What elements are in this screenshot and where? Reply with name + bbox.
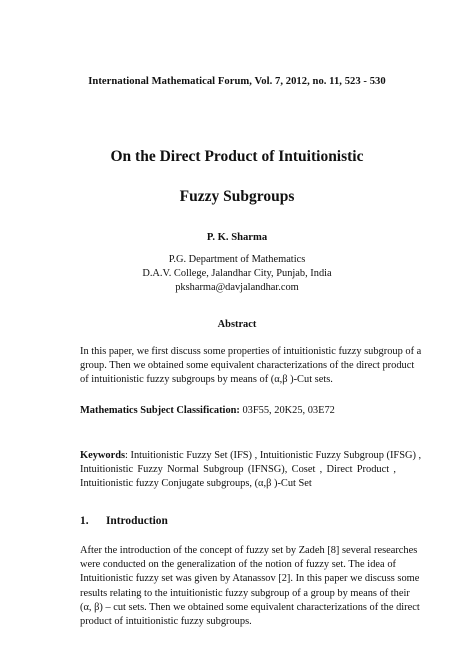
affiliation-college: D.A.V. College, Jalandhar City, Punjab, India — [142, 268, 332, 279]
abstract-line: of intuitionistic fuzzy subgroups by means of (α,β )-Cut sets. — [80, 374, 333, 386]
paper-title-line-2: Fuzzy Subgroups — [179, 188, 295, 205]
keywords-line: : Intuitionistic Fuzzy Set (IFS) , Intuitionistic Fuzzy Subgroup (IFSG) , — [125, 450, 422, 461]
section-number: 1. — [80, 515, 89, 527]
journal-citation: International Mathematical Forum, Vol. 7, 2012, no. 11, 523 - 530 — [88, 76, 386, 87]
introduction-line: were conducted on the generalization of the notion of fuzzy set. The idea of — [80, 559, 396, 571]
keywords-label: Keywords — [80, 450, 126, 461]
abstract-line: group. Then we obtained some equivalent characterizations of the direct product — [80, 360, 415, 372]
keywords-line: Intuitionistic fuzzy Conjugate subgroups, (α,β )-Cut Set — [80, 478, 312, 490]
keywords-block — [80, 449, 422, 492]
msc-label: Mathematics Subject Classification: — [80, 405, 240, 416]
section-title: Introduction — [106, 515, 168, 527]
abstract-line: In this paper, we first discuss some properties of intuitionistic fuzzy subgroup of a — [80, 346, 422, 357]
affiliation-department: P.G. Department of Mathematics — [168, 254, 306, 265]
msc-classification — [80, 404, 396, 418]
abstract-body — [80, 345, 422, 388]
introduction-line: product of intuitionistic fuzzy subgroups. — [80, 616, 252, 628]
keywords-line: Intuitionistic Fuzzy Normal Subgroup (IFNSG), Coset , Direct Product , — [80, 464, 396, 476]
paper-title-line-1: On the Direct Product of Intuitionistic — [110, 148, 364, 165]
introduction-line: (α, β) – cut sets. Then we obtained some equivalent characterizations of the direct — [80, 601, 420, 613]
section-heading-introduction — [80, 515, 168, 527]
introduction-line: Intuitionistic fuzzy set was given by Atanassov [2]. In this paper we discuss some — [80, 573, 420, 585]
author-name: P. K. Sharma — [206, 232, 268, 243]
abstract-heading: Abstract — [217, 319, 257, 330]
msc-codes: 03F55, 20K25, 03E72 — [239, 405, 335, 416]
author-email: pksharma@davjalandhar.com — [175, 282, 299, 293]
introduction-line: After the introduction of the concept of fuzzy set by Zadeh [8] several researches — [80, 545, 418, 556]
introduction-body — [80, 544, 420, 629]
introduction-line: results relating to the intuitionistic fuzzy subgroup of a group by means of their — [80, 587, 410, 599]
